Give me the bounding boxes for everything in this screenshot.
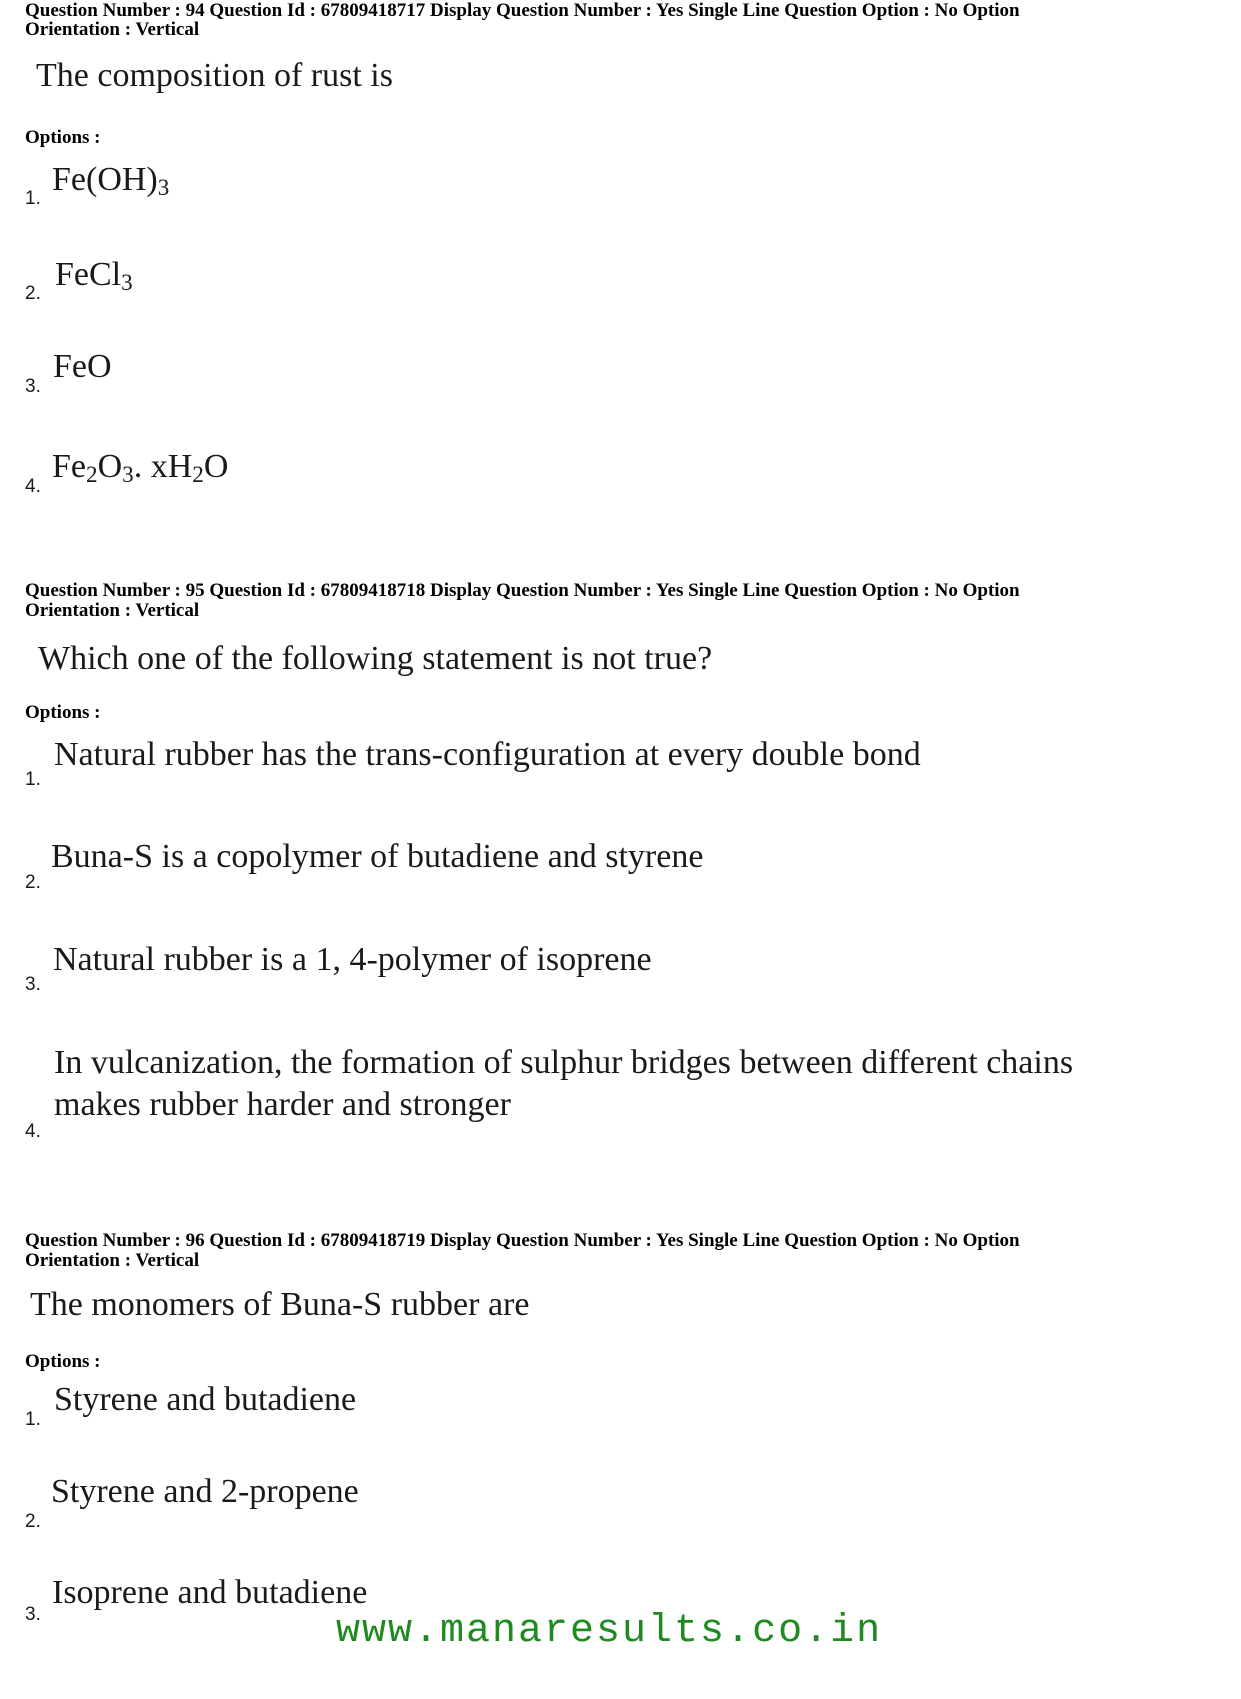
option-text-line1: In vulcanization, the formation of sulphur bridges between different chains <box>54 1044 1074 1081</box>
option-number: 2. <box>25 1511 41 1532</box>
question-94-meta-line2: Orientation : Vertical <box>25 19 200 40</box>
question-95-text: Which one of the following statement is not true? <box>38 640 713 677</box>
option-number: 4. <box>25 476 41 497</box>
question-96-meta-line2: Orientation : Vertical <box>25 1250 200 1271</box>
option-text: Isoprene and butadiene <box>52 1574 368 1611</box>
option-number: 3. <box>25 974 41 995</box>
option-text: Styrene and butadiene <box>54 1381 357 1418</box>
option-text-line2: makes rubber harder and stronger <box>54 1086 511 1123</box>
question-96-text: The monomers of Buna-S rubber are <box>30 1286 530 1323</box>
option-number: 1. <box>25 188 41 209</box>
option-number: 1. <box>25 769 41 790</box>
option-text: Buna-S is a copolymer of butadiene and styrene <box>51 838 704 875</box>
option-number: 2. <box>25 872 41 893</box>
option-text: Styrene and 2-propene <box>51 1473 359 1510</box>
option-number: 3. <box>25 1604 41 1625</box>
question-95-options-label: Options : <box>25 702 101 723</box>
question-94-text: The composition of rust is <box>36 57 393 94</box>
option-number: 3. <box>25 376 41 397</box>
question-96-options-label: Options : <box>25 1351 101 1372</box>
option-number: 1. <box>25 1409 41 1430</box>
option-text: FeCl3 <box>55 256 133 297</box>
option-text: Natural rubber has the trans-configuration at every double bond <box>54 736 921 773</box>
question-94-meta-line1: Question Number : 94 Question Id : 67809418717 Display Question Number : Yes Single Line Question Option : No Option <box>25 0 1020 21</box>
question-95-meta-line2: Orientation : Vertical <box>25 600 200 621</box>
question-96-meta-line1: Question Number : 96 Question Id : 67809418719 Display Question Number : Yes Single Line Question Option : No Option <box>25 1230 1020 1251</box>
option-number: 4. <box>25 1121 41 1142</box>
option-number: 2. <box>25 283 41 304</box>
option-text: Fe(OH)3 <box>52 161 170 202</box>
option-text: Natural rubber is a 1, 4-polymer of isoprene <box>53 941 652 978</box>
question-94-options-label: Options : <box>25 127 101 148</box>
question-95-meta-line1: Question Number : 95 Question Id : 67809418718 Display Question Number : Yes Single Line Question Option : No Option <box>25 580 1020 601</box>
option-text: FeO <box>53 348 112 385</box>
option-text: Fe2O3. xH2O <box>52 448 229 489</box>
watermark-url: www.manaresults.co.in <box>336 1609 883 1654</box>
